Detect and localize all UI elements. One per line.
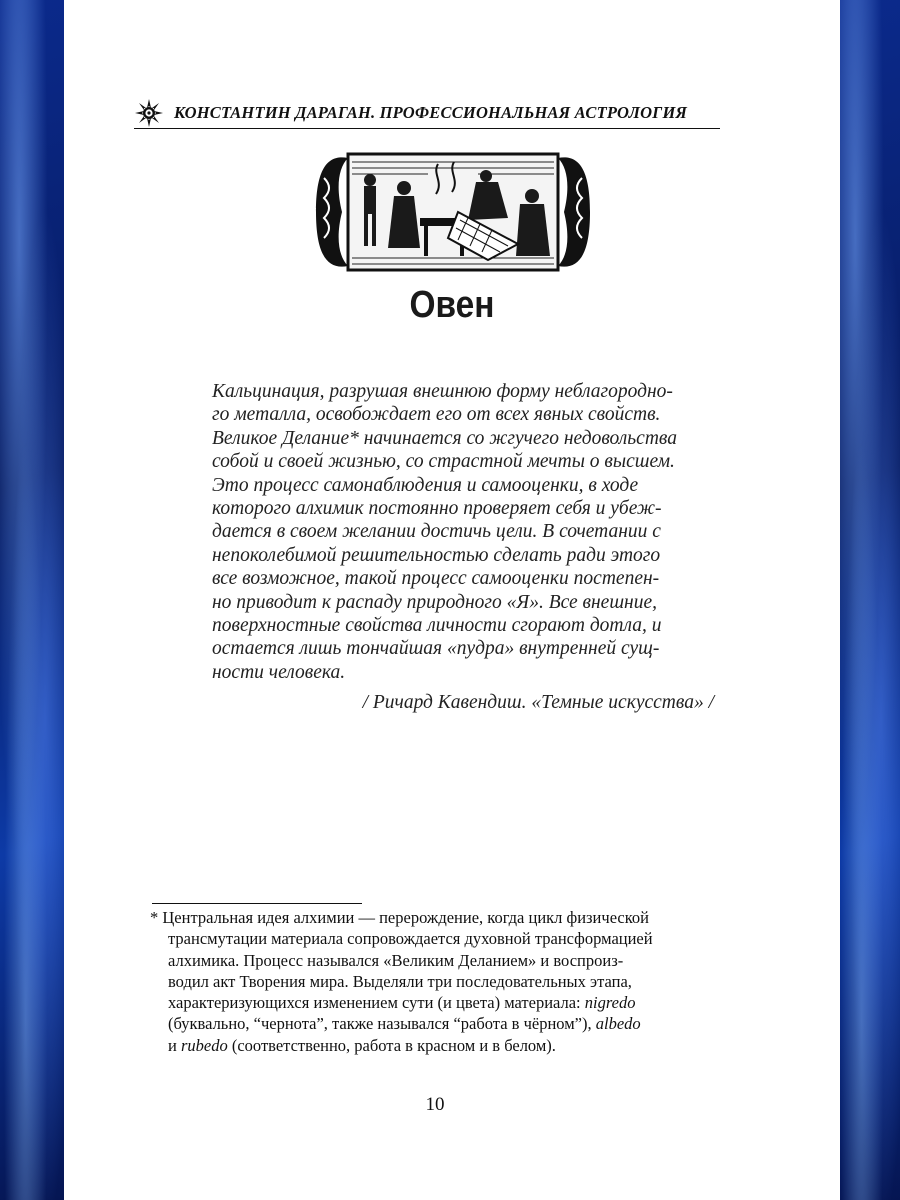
footnote-text: (буквально, “чернота”, также назывался “работа в чёрном”), [168, 1014, 596, 1034]
footnote-term: rubedo [180, 1035, 228, 1055]
epigraph-line: дается в своем желании достичь цели. В сочетании с [212, 521, 661, 543]
chapter-title: Овен [409, 284, 495, 326]
book-page [64, 0, 840, 1200]
epigraph-line: непоколебимой решительностью сделать ради этого [212, 544, 661, 566]
epigraph-line: собой и своей жизнью, со страстной мечты о высшем. [212, 451, 675, 473]
epigraph-line: Кальцинация, разрушая внешнюю форму неблагородно- [212, 381, 673, 402]
footnote-divider [152, 903, 362, 904]
epigraph-line: но приводит к распаду природного «Я». Все внешние, [212, 591, 657, 613]
epigraph-line: поверхностные свойства личности сгорают дотла, и [212, 615, 662, 637]
page-number: 10 [425, 1094, 445, 1115]
epigraph-line: Великое Делание* начинается со жгучего недовольства [212, 427, 677, 449]
running-header [134, 98, 720, 129]
background-left [0, 0, 64, 1200]
footnote-line [150, 992, 722, 1013]
sun-star-icon [134, 98, 164, 128]
epigraph-attribution: / Ричард Кавендиш. «Темные искусства» / [362, 692, 714, 713]
footnote [150, 907, 722, 1056]
epigraph-line: все возможное, такой процесс самооценки постепен- [212, 568, 660, 590]
footnote-line: * Центральная идея алхимии — перерождение, когда цикл физической [150, 908, 650, 927]
footnote-line [150, 1013, 722, 1034]
footnote-line [150, 1035, 722, 1056]
epigraph-line: остается лишь тончайшая «пудра» внутренней сущ- [212, 638, 660, 660]
epigraph-line: ности человека. [212, 661, 346, 683]
footnote-text: и [168, 1035, 181, 1055]
alchemy-engraving [308, 148, 598, 276]
footnote-text: характеризующихся изменением сути (и цвета) материала: [168, 993, 585, 1013]
epigraph-line: го металла, освобождает его от всех явных свойств. [212, 404, 661, 426]
epigraph [212, 380, 728, 684]
background-right [836, 0, 900, 1200]
epigraph-line: которого алхимик постоянно проверяет себя и убеж- [212, 498, 662, 520]
footnote-term: albedo [595, 1014, 641, 1034]
footnote-line: алхимика. Процесс назывался «Великим Деланием» и воспроиз- [168, 950, 624, 970]
header-title: КОНСТАНТИН ДАРАГАН. ПРОФЕССИОНАЛЬНАЯ АСТРОЛОГИЯ [174, 103, 688, 122]
footnote-text: (соответственно, работа в красном и в белом). [227, 1035, 556, 1055]
footnote-line: трансмутации материала сопровождается духовной трансформацией [168, 929, 653, 949]
footnote-line: водил акт Творения мира. Выделяли три последовательных этапа, [168, 971, 632, 991]
epigraph-line: Это процесс самонаблюдения и самооценки, в ходе [212, 474, 639, 496]
footnote-term: nigredo [584, 993, 636, 1013]
